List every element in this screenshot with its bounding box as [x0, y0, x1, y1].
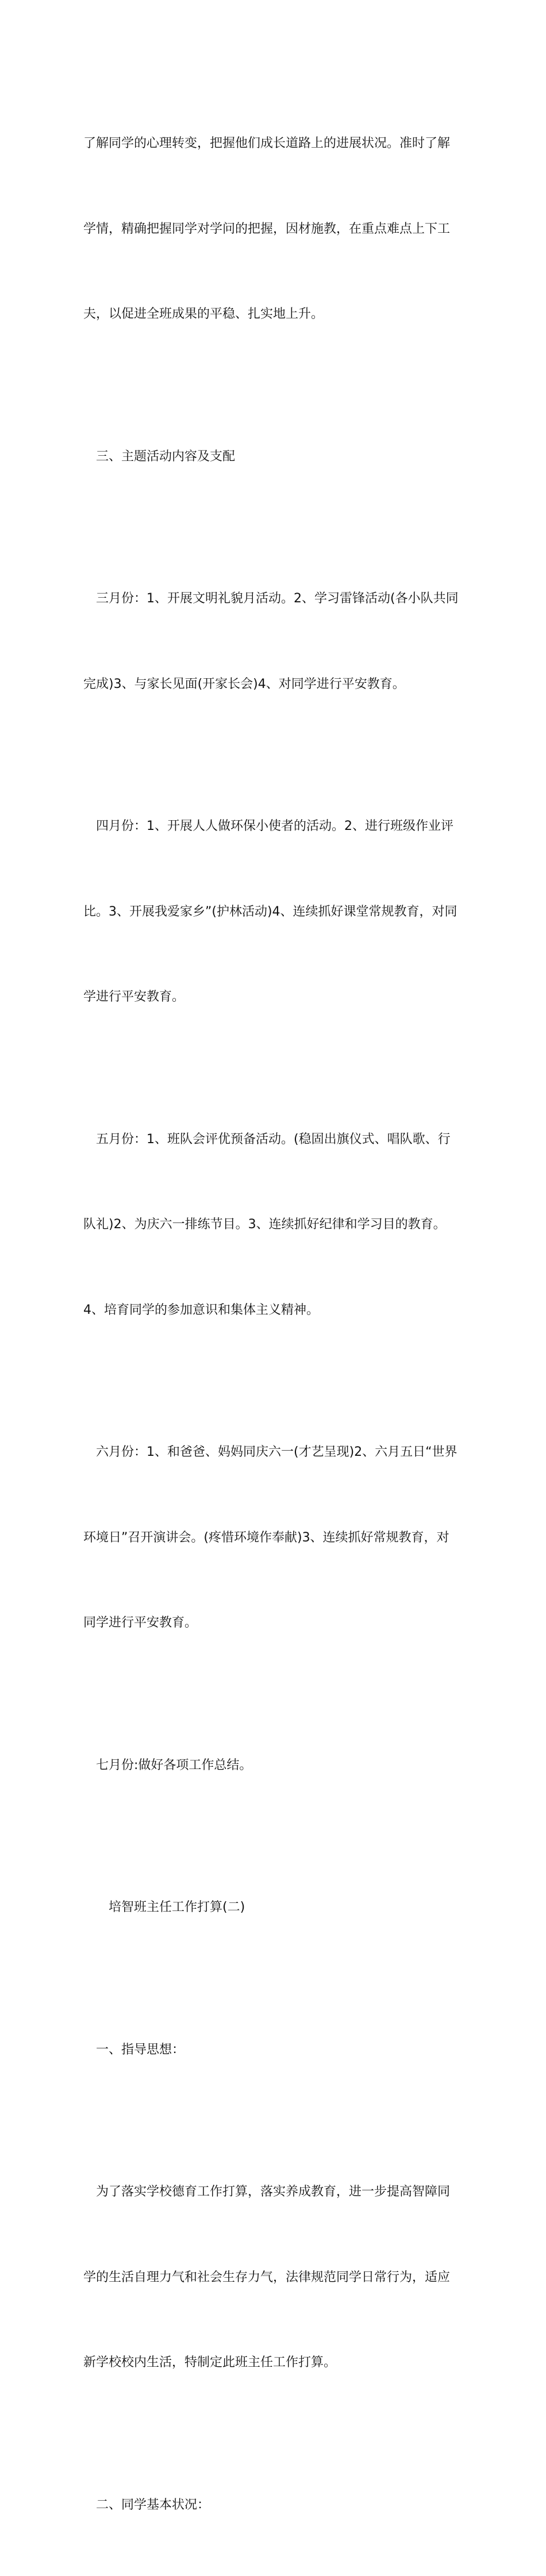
text-line: 4、培育同学的参加意识和集体主义精神。 — [83, 1296, 474, 1325]
text-line: 六月份：1、和爸爸、妈妈同庆六一(才艺呈现)2、六月五日“世界 — [83, 1438, 474, 1467]
text-line: 四月份：1、开展人人做环保小使者的活动。2、进行班级作业评 — [83, 812, 474, 841]
text-line: 队礼)2、为庆六一排练节目。3、连续抓好纪律和学习目的教育。 — [83, 1210, 474, 1239]
text-line: 七月份:做好各项工作总结。 — [83, 1751, 474, 1780]
document-page — [0, 0, 546, 772]
paragraph-april — [83, 755, 474, 1068]
paragraph-guiding-thought — [83, 2121, 474, 2434]
text-line: 为了落实学校德育工作打算，落实养成教育，进一步提高智障同 — [83, 2178, 474, 2206]
text-line: 三月份：1、开展文明礼貌月活动。2、学习雷锋活动(各小队共同 — [83, 585, 474, 613]
text-line: 三、主题活动内容及支配 — [83, 443, 474, 471]
text-line: 了解同学的心理转变，把握他们成长道路上的进展状况。准时了解 — [83, 129, 474, 158]
text-line: 五月份：1、班队会评优预备活动。(稳固出旗仪式、唱队歌、行 — [83, 1125, 474, 1154]
text-line: 环境日”召开演讲会。(疼惜环境作奉献)3、连续抓好常规教育，对 — [83, 1524, 474, 1552]
text-line: 夫，以促进全班成果的平稳、扎实地上升。 — [83, 300, 474, 329]
text-line: 学进行平安教育。 — [83, 983, 474, 1012]
paragraph-march — [83, 528, 474, 755]
text-line: 培智班主任工作打算(二) — [83, 1893, 474, 1922]
paragraph-july — [83, 1694, 474, 1837]
section-heading-student-status — [83, 2434, 474, 2576]
text-line: 同学进行平安教育。 — [83, 1609, 474, 1637]
document-body — [83, 72, 474, 2576]
section-heading-activities — [83, 386, 474, 528]
text-line: 新学校校内生活，特制定此班主任工作打算。 — [83, 2348, 474, 2377]
text-line: 一、指导思想： — [83, 2036, 474, 2064]
text-line: 二、同学基本状况： — [83, 2491, 474, 2520]
text-line: 完成)3、与家长见面(开家长会)4、对同学进行平安教育。 — [83, 670, 474, 699]
text-line: 学的生活自理力气和社会生存力气，法律规范同学日常行为，适应 — [83, 2263, 474, 2292]
paragraph-may — [83, 1068, 474, 1382]
paragraph-learning-status — [83, 72, 474, 386]
section-heading-guiding-thought — [83, 1979, 474, 2121]
document-subtitle — [83, 1836, 474, 1979]
paragraph-june — [83, 1381, 474, 1694]
text-line: 学情，精确把握同学对学问的把握，因材施教，在重点难点上下工 — [83, 215, 474, 244]
text-line: 比。3、开展我爱家乡”(护林活动)4、连续抓好课堂常规教育，对同 — [83, 898, 474, 926]
